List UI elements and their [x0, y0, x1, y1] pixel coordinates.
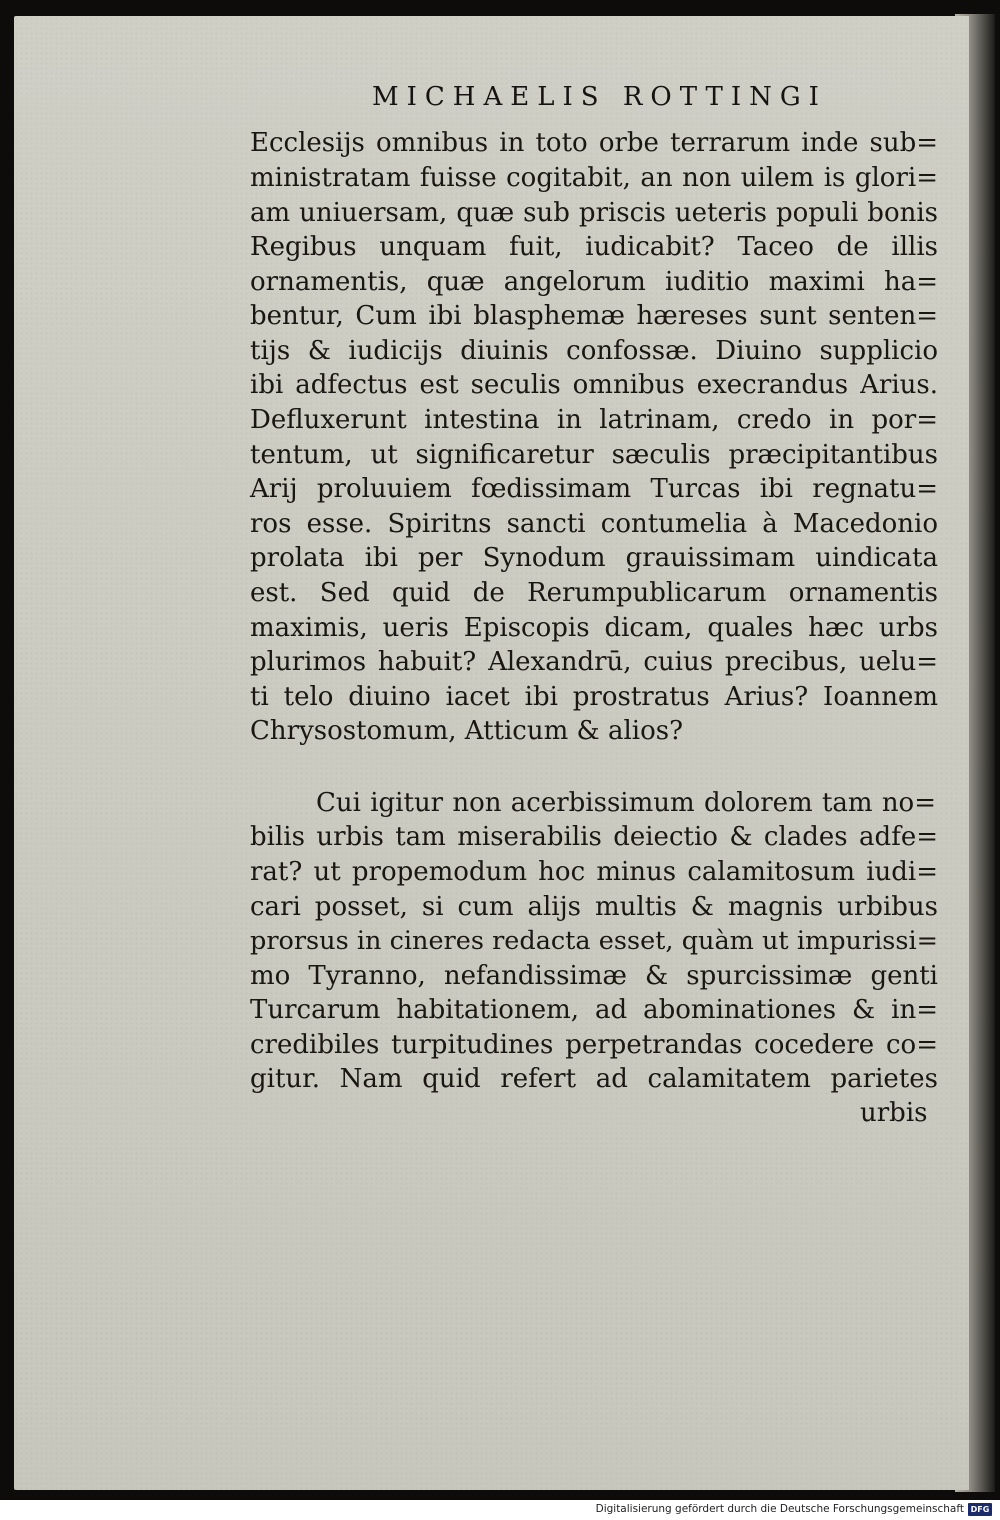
text-line: rat? ut propemodum hoc minus calamitosum iudi= — [250, 857, 938, 887]
text-line: credibiles turpitudines perpetrandas cocedere co= — [250, 1030, 938, 1060]
text-line: Chrysostomum, Atticum & alios? — [250, 716, 684, 746]
text-line: ti telo diuino iacet ibi prostratus Arius? Ioannem — [250, 682, 938, 712]
text-line: gitur. Nam quid refert ad calamitatem parietes — [250, 1064, 938, 1094]
text-line: mo Tyranno, nefandissimæ & spurcissimæ genti — [250, 961, 938, 991]
catchword: urbis — [860, 1098, 928, 1128]
text-line: bilis urbis tam miserabilis deiectio & clades adfe= — [250, 822, 938, 852]
text-line: ros esse. Spiritns sancti contumelia à Macedonio — [250, 509, 938, 539]
text-line: bentur, Cum ibi blasphemæ hæreses sunt senten= — [250, 301, 938, 331]
footer — [0, 1500, 1000, 1520]
text-line: Regibus unquam fuit, iudicabit? Taceo de illis — [250, 232, 938, 262]
running-head: MICHAELIS ROTTINGI — [372, 82, 827, 112]
text-line: tijs & iudicijs diuinis confossæ. Diuino supplicio — [250, 336, 938, 366]
text-line: Ecclesijs omnibus in toto orbe terrarum inde sub= — [250, 128, 938, 158]
text-line: ornamentis, quæ angelorum iuditio maximi ha= — [250, 267, 938, 297]
text-line: plurimos habuit? Alexandrū, cuius precibus, uelu= — [250, 647, 938, 677]
text-line: tentum, ut significaretur sæculis præcipitantibus — [250, 440, 938, 470]
text-line: ibi adfectus est seculis omnibus execrandus Arius. — [250, 370, 938, 400]
text-line: prorsus in cineres redacta esset, quàm ut impurissi= — [250, 926, 938, 956]
footer-credit: Digitalisierung gefördert durch die Deutsche Forschungsgemeinschaft — [595, 1503, 964, 1515]
text-line: Cui igitur non acerbissimum dolorem tam no= — [316, 788, 936, 818]
text-line: ministratam fuisse cogitabit, an non uilem is glori= — [250, 163, 938, 193]
text-line: Defluxerunt intestina in latrinam, credo in por= — [250, 405, 938, 435]
text-line: prolata ibi per Synodum grauissimam uindicata — [250, 543, 938, 573]
text-line: Turcarum habitationem, ad abominationes & in= — [250, 995, 938, 1025]
text-line: est. Sed quid de Rerumpublicarum ornamentis — [250, 578, 938, 608]
text-line: am uniuersam, quæ sub priscis ueteris populi bonis — [250, 198, 938, 228]
text-line: cari posset, si cum alijs multis & magnis urbibus — [250, 892, 938, 922]
dfg-logo: DFG — [968, 1503, 992, 1516]
text-line: Arij proluuiem fœdissimam Turcas ibi regnatu= — [250, 474, 938, 504]
text-line: maximis, ueris Episcopis dicam, quales hæc urbs — [250, 613, 938, 643]
